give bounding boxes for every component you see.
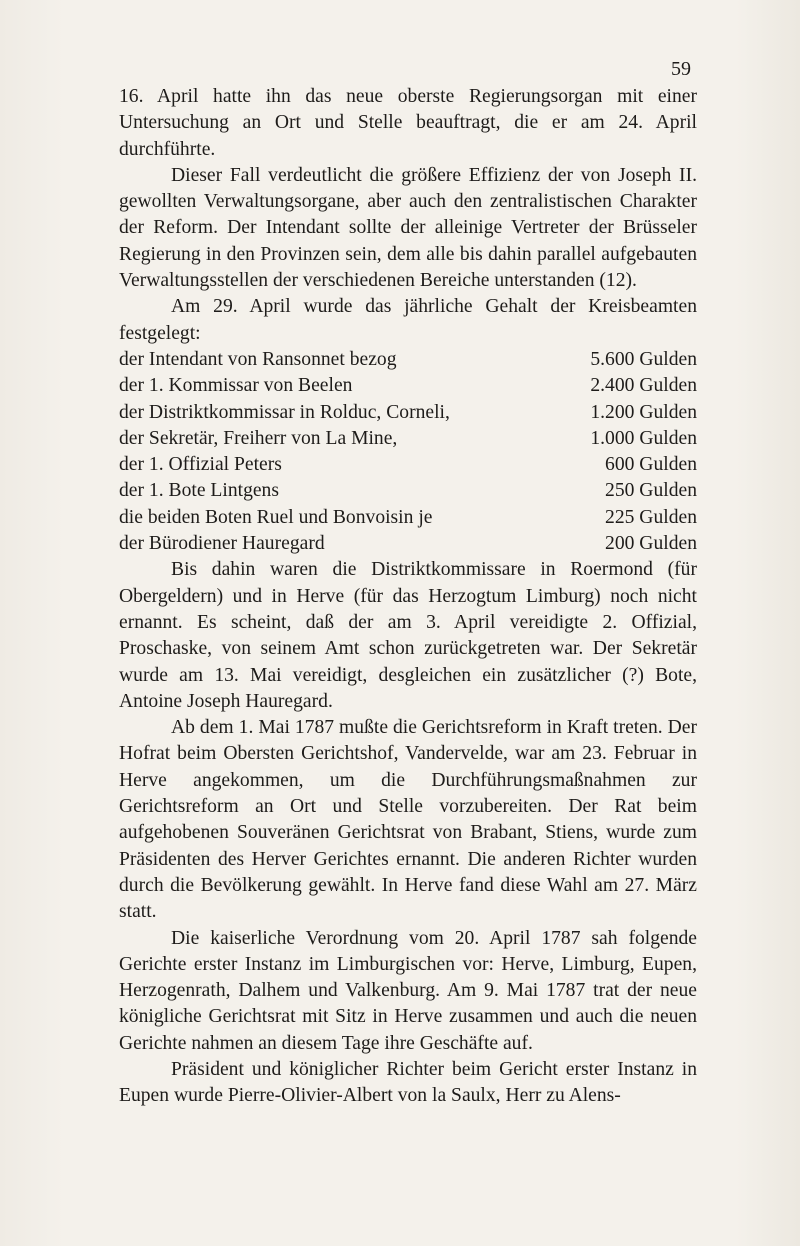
paragraph-6: Die kaiserliche Verordnung vom 20. April 1787 sah folgende Gerichte erster Instanz im Limburgischen vor: Herve, Limburg, Eupen, Herzogenrath, Dalhem und Valkenburg. Am 9. Mai 1787 trat der neue königliche Gerichtsrat mit Sitz in Herve zusammen und auch die neuen Gerichte nahmen an diesem Tage ihre Geschäfte auf. [119,927,697,1054]
paragraph-2: Dieser Fall verdeutlicht die größere Effizienz der von Joseph II. gewollten Verwaltungsorgane, aber auch den zentralistischen Charakter der Reform. Der Intendant sollte der alleinige Vertreter der Brüsseler Regierung in den Provinzen sein, dem alle bis dahin parallel aufgebauten Verwaltungsstellen der verschiedenen Bereiche unterstanden (12). [119,164,697,292]
salary-official: der Intendant von Ransonnet bezog [119,348,397,370]
salary-amount: 1.000 Gulden [590,427,697,449]
salary-official: die beiden Boten Ruel und Bonvoisin je [119,506,433,528]
paragraph-7: Präsident und königlicher Richter beim Gericht erster Instanz in Eupen wurde Pierre-Olivier-Albert von la Saulx, Herr zu Alens- [119,1058,697,1107]
salary-amount: 5.600 Gulden [590,348,697,370]
salary-amount: 600 Gulden [605,454,697,476]
salary-official: der Distriktkommissar in Rolduc, Corneli, [119,401,450,423]
salary-official: der 1. Offizial Peters [119,454,282,476]
page-number: 59 [671,58,691,80]
paragraph-5: Ab dem 1. Mai 1787 mußte die Gerichtsreform in Kraft treten. Der Hofrat beim Obersten Gerichtshof, Vandervelde, war am 23. Februar in Herve angekommen, um die Durchführungsmaßnahmen zur Gerichtsreform an Ort und Stelle vorzubereiten. Der Rat beim aufgehobenen Souveränen Gerichtsrat von Brabant, Stiens, wurde zum Präsidenten des Herver Gerichtes ernannt. Die anderen Richter wurden durch die Bevölkerung gewählt. In Herve fand diese Wahl am 27. März statt. [119,717,697,923]
paragraph-4: Bis dahin waren die Distriktkommissare in Roermond (für Obergeldern) und in Herve (für das Herzogtum Limburg) noch nicht ernannt. Es scheint, daß der am 3. April vereidigte 2. Offizial, Proschaske, von seinem Amt schon zurückgetreten war. Der Sekretär wurde am 13. Mai vereidigt, desgleichen ein zusätzlicher (?) Bote, Antoine Joseph Hauregard. [119,559,697,712]
salary-row [119,426,697,452]
salary-official: der Bürodiener Hauregard [119,533,325,555]
salary-official: der 1. Kommissar von Beelen [119,375,353,397]
salary-amount: 2.400 Gulden [590,375,697,397]
paragraph-1: 16. April hatte ihn das neue oberste Regierungsorgan mit einer Untersuchung an Ort und Stelle beauftragt, die er am 24. April durchführte. [119,86,697,160]
salary-amount: 200 Gulden [605,533,697,555]
salary-row [119,531,697,557]
salary-amount: 225 Gulden [605,506,697,528]
salary-row [119,347,697,373]
salary-row [119,478,697,504]
salary-row [119,373,697,399]
salary-table [119,347,697,557]
body-text [119,84,697,1110]
salary-row [119,505,697,531]
salary-row [119,400,697,426]
salary-official: der Sekretär, Freiherr von La Mine, [119,427,398,449]
salary-amount: 1.200 Gulden [590,401,697,423]
salary-amount: 250 Gulden [605,480,697,502]
paragraph-3: Am 29. April wurde das jährliche Gehalt der Kreisbeamten festgelegt: [119,296,697,344]
salary-official: der 1. Bote Lintgens [119,480,279,502]
salary-row [119,452,697,478]
